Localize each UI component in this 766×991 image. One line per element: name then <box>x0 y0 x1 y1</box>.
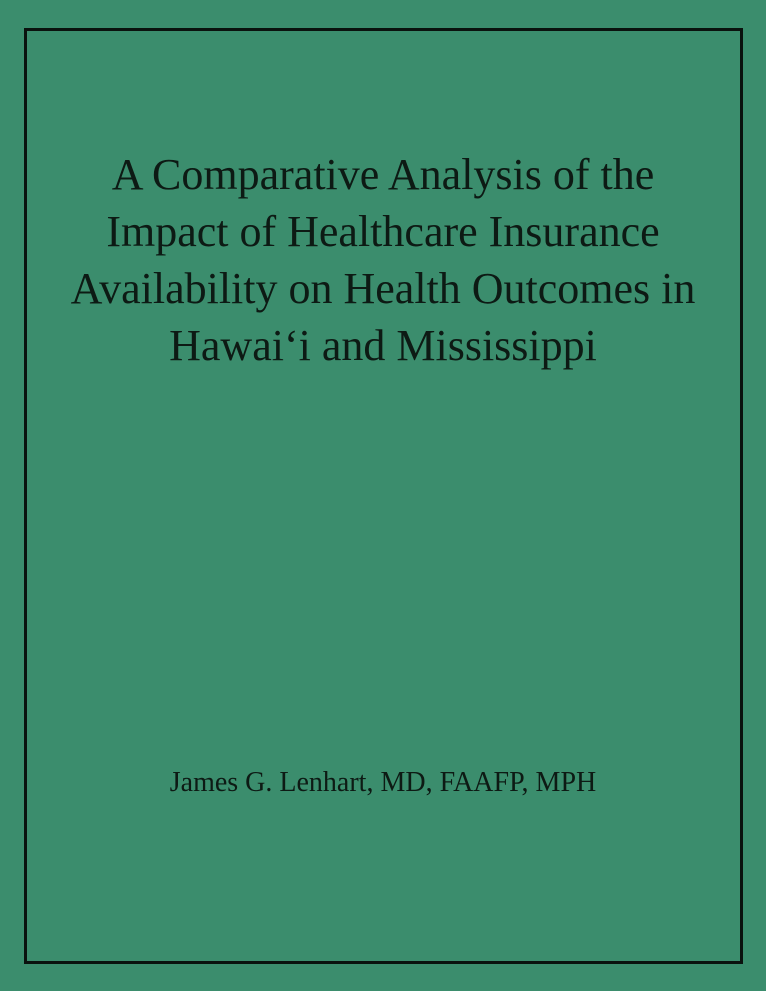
title-line-4: Hawai‘i and Mississippi <box>169 321 597 370</box>
title-line-3: Availability on Health Outcomes in <box>70 264 696 313</box>
author-name: James G. Lenhart, MD, FAAFP, MPH <box>169 767 597 798</box>
title-line-2: Impact of Healthcare Insurance <box>106 207 660 256</box>
title-line-1: A Comparative Analysis of the <box>111 150 655 199</box>
book-title <box>0 146 766 374</box>
